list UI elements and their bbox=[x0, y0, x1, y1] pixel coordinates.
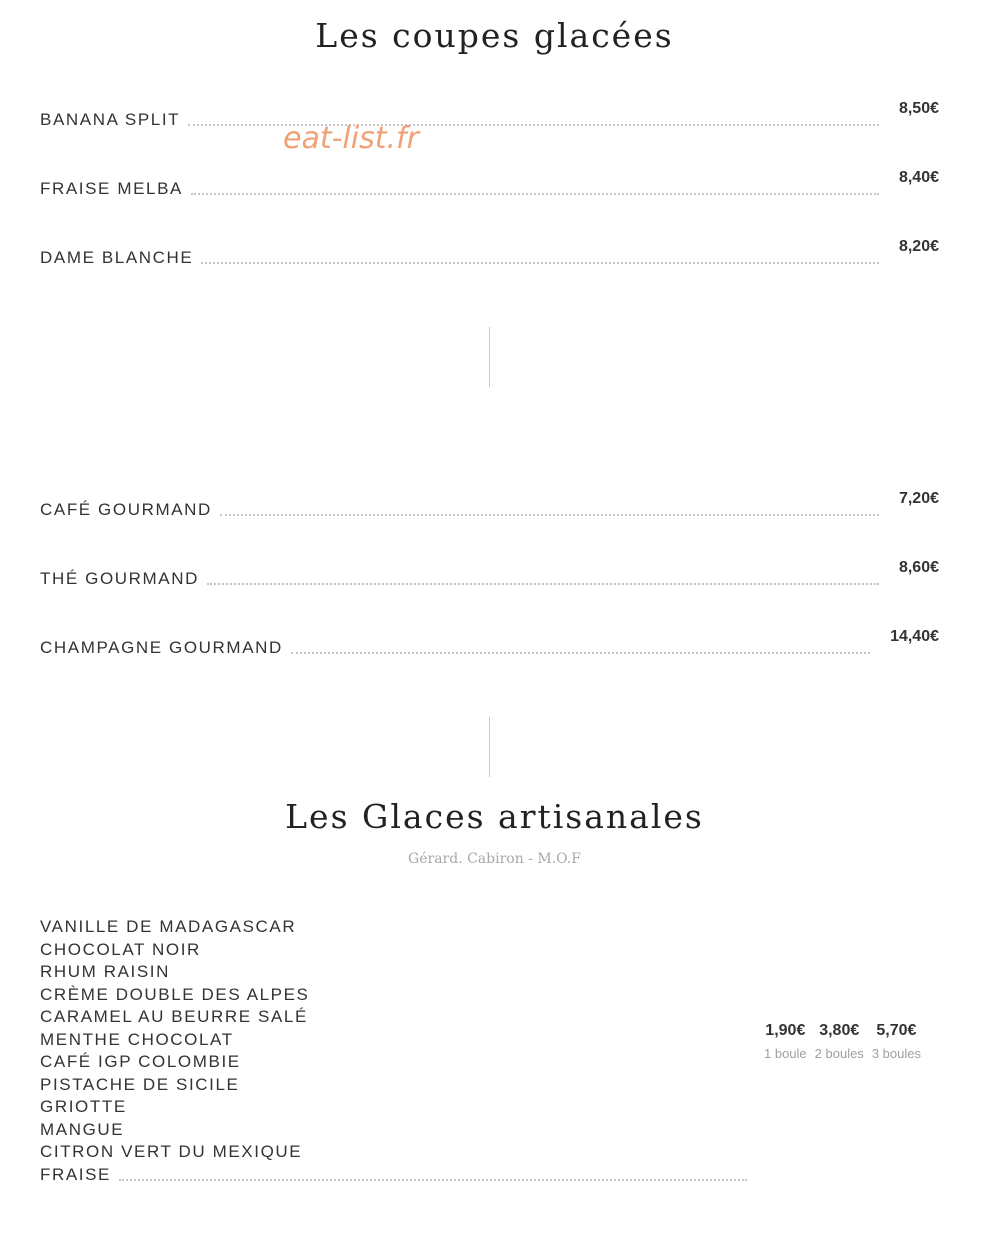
scoop-label: 1 boule bbox=[764, 1046, 807, 1061]
menu-item-price: 14,40€ bbox=[890, 628, 939, 645]
flavor-item: VANILLE DE MADAGASCAR bbox=[40, 917, 297, 936]
scoop-price: 3,80€ bbox=[819, 1022, 860, 1039]
menu-item-name: FRAISE MELBA bbox=[40, 179, 183, 198]
menu-item-name: THÉ GOURMAND bbox=[40, 569, 199, 588]
menu-item-name: CAFÉ GOURMAND bbox=[40, 500, 212, 519]
menu-item-row bbox=[40, 238, 939, 268]
flavor-item: FRAISE bbox=[40, 1164, 112, 1184]
price-column bbox=[764, 1022, 807, 1061]
menu-item-row bbox=[40, 559, 939, 589]
flavor-item: CARAMEL AU BEURRE SALÉ bbox=[40, 1007, 308, 1026]
menu-item-row bbox=[40, 169, 939, 199]
flavor-item: PISTACHE DE SICILE bbox=[40, 1074, 240, 1094]
flavor-item: MENTHE CHOCOLAT bbox=[40, 1029, 234, 1049]
flavor-item: MANGUE bbox=[40, 1119, 125, 1139]
flavor-item: CITRON VERT DU MEXIQUE bbox=[40, 1142, 303, 1161]
flavor-item: RHUM RAISIN bbox=[40, 962, 170, 981]
dot-leader bbox=[119, 1179, 747, 1181]
menu-item-name: CHAMPAGNE GOURMAND bbox=[40, 638, 283, 657]
scoop-price: 1,90€ bbox=[765, 1022, 806, 1039]
dot-leader bbox=[207, 583, 879, 585]
dot-leader bbox=[191, 193, 879, 195]
flavor-item: CHOCOLAT NOIR bbox=[40, 939, 201, 959]
menu-item-row bbox=[40, 628, 939, 658]
scoop-price: 5,70€ bbox=[876, 1022, 917, 1039]
flavor-item-last bbox=[40, 1164, 747, 1187]
menu-item-price: 8,50€ bbox=[898, 100, 939, 117]
section-subtitle: Gérard. Cabiron - M.O.F bbox=[408, 851, 581, 867]
menu-item-name: DAME BLANCHE bbox=[40, 248, 194, 267]
flavor-list bbox=[40, 916, 760, 1186]
section-title-glaces: Les Glaces artisanales bbox=[285, 797, 704, 836]
menu-item-row bbox=[40, 490, 939, 520]
price-column bbox=[872, 1022, 921, 1061]
scoop-label: 3 boules bbox=[871, 1046, 921, 1061]
menu-item-name: BANANA SPLIT bbox=[40, 110, 181, 129]
menu-item-price: 7,20€ bbox=[898, 490, 939, 507]
flavor-item: CAFÉ IGP COLOMBIE bbox=[40, 1052, 241, 1071]
watermark: eat-list.fr bbox=[283, 121, 419, 156]
vertical-divider bbox=[489, 717, 490, 777]
dot-leader bbox=[220, 514, 879, 516]
vertical-divider bbox=[489, 327, 490, 387]
scoop-prices bbox=[764, 1022, 921, 1061]
dot-leader bbox=[201, 262, 879, 264]
menu-item-price: 8,40€ bbox=[898, 169, 939, 186]
menu-item-price: 8,60€ bbox=[898, 559, 939, 576]
dot-leader bbox=[291, 652, 870, 654]
section-title-coupes: Les coupes glacées bbox=[315, 16, 674, 55]
menu-item-price: 8,20€ bbox=[898, 238, 939, 255]
menu-item-row bbox=[40, 100, 939, 130]
flavor-item: GRIOTTE bbox=[40, 1097, 127, 1116]
scoop-label: 2 boules bbox=[814, 1046, 864, 1061]
flavor-item: CRÈME DOUBLE DES ALPES bbox=[40, 984, 310, 1004]
price-column bbox=[815, 1022, 864, 1061]
